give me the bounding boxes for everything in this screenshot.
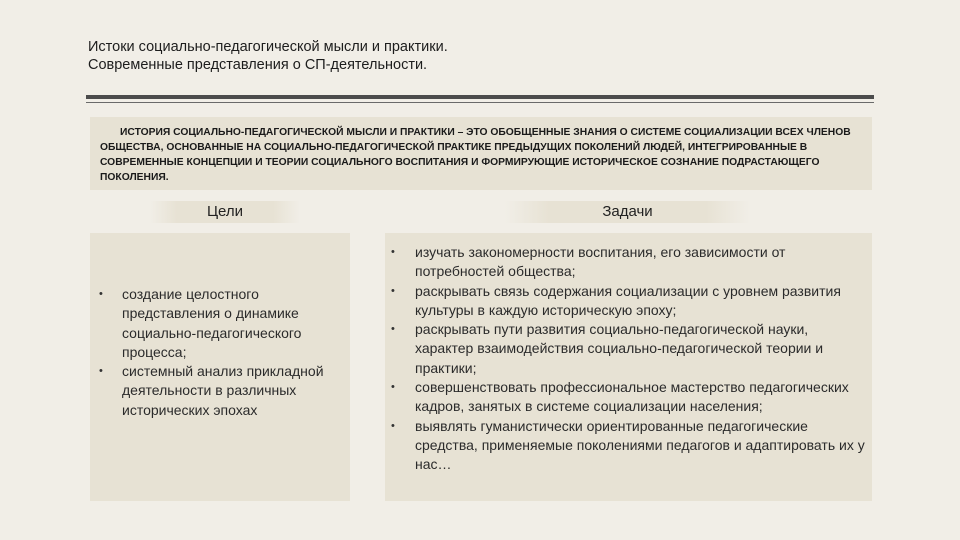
goal-item [90, 362, 340, 420]
bullet-icon: • [391, 419, 395, 432]
task-item [385, 320, 867, 378]
goal-text: системный анализ прикладной деятельности в различных исторических эпохах [122, 363, 324, 418]
task-text: раскрывать связь содержания социализации с уровнем развития культуры в каждую историческую эпоху; [415, 282, 841, 318]
bullet-icon: • [391, 381, 395, 394]
task-item [385, 243, 867, 282]
definition-box [90, 117, 872, 190]
goal-item [90, 285, 340, 362]
task-item [385, 282, 867, 321]
goals-list [90, 285, 340, 420]
bullet-icon: • [391, 323, 395, 336]
task-item [385, 378, 867, 417]
goals-heading-tab [150, 201, 300, 223]
tasks-heading-tab [505, 201, 750, 223]
goal-text: создание целостного представления о динамике социально-педагогического процесса; [122, 286, 302, 360]
goals-panel [90, 233, 350, 501]
tasks-heading: Задачи [602, 203, 653, 220]
slide-title [88, 38, 848, 74]
task-item [385, 417, 867, 475]
tasks-list [385, 243, 867, 475]
bullet-icon: • [391, 284, 395, 297]
title-divider-thick [86, 95, 874, 99]
bullet-icon: • [391, 246, 395, 258]
task-text: выявлять гуманистически ориентированные педагогические средства, применяемые поколениями педагогов и адаптировать их у нас… [415, 417, 865, 473]
definition-text: ИСТОРИЯ СОЦИАЛЬНО-ПЕДАГОГИЧЕСКОЙ МЫСЛИ И ПРАКТИКИ – ЭТО ОБОБЩЕННЫЕ ЗНАНИЯ О СИСТЕМЕ СОЦИАЛИЗАЦИИ ВСЕХ ЧЛЕНОВ ОБЩЕСТВА, ОСНОВАННЫЕ НА СОЦИАЛЬНО-ПЕДАГОГИЧЕСКОЙ ПРАКТИКЕ ПРЕДЫДУЩИХ ПОКОЛЕНИЙ ЛЮДЕЙ, ИНТЕГРИРОВАННЫЕ В СОВРЕМЕННЫЕ КОНЦЕПЦИИ И ТЕОРИИ СОЦИАЛЬНОГО ВОСПИТАНИЯ И ФОРМИРУЮЩИЕ ИСТОРИЧЕСКОЕ СОЗНАНИЕ ПОДРАСТАЮЩЕГО ПОКОЛЕНИЯ. [100, 127, 851, 183]
bullet-icon: • [99, 288, 103, 300]
task-text: совершенствовать профессиональное мастерство педагогических кадров, занятых в системе социализации населения; [415, 379, 849, 415]
task-text: раскрывать пути развития социально-педагогической науки, характер взаимодействия социально-педагогической теории и практики; [415, 321, 824, 376]
title-divider-thin [86, 102, 874, 103]
task-text: изучать закономерности воспитания, его зависимости от потребностей общества; [415, 244, 786, 280]
goals-heading: Цели [206, 203, 244, 220]
title-line-1: Истоки социально-педагогической мысли и практики. [88, 39, 448, 55]
bullet-icon: • [99, 365, 103, 378]
title-line-2: Современные представления о СП-деятельности. [88, 57, 428, 73]
tasks-panel [385, 233, 872, 501]
